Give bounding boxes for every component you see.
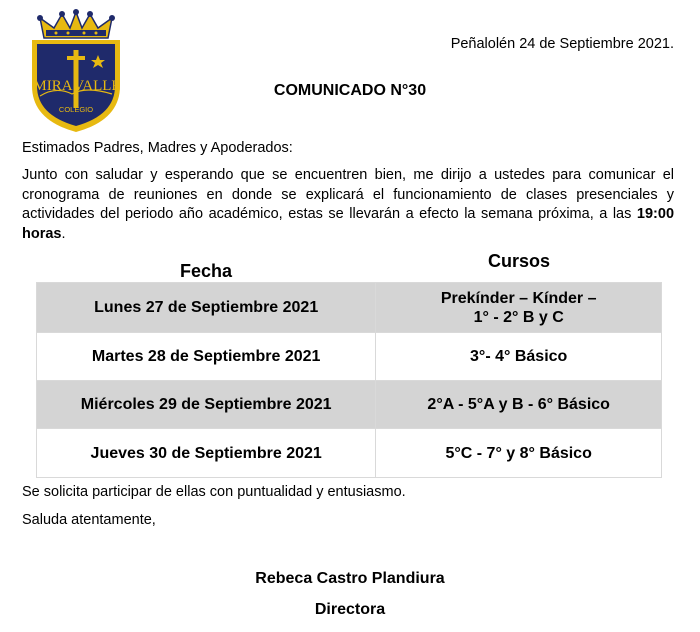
table-header bbox=[36, 248, 662, 282]
table-row bbox=[37, 429, 662, 478]
salutation: Estimados Padres, Madres y Apoderados: bbox=[22, 140, 293, 156]
header-cursos: Cursos bbox=[487, 251, 550, 271]
row-cursos: 3°- 4° Básico bbox=[376, 333, 662, 381]
closing-request: Se solicita participar de ellas con puntualidad y entusiasmo. bbox=[22, 484, 406, 500]
paragraph-text: Junto con saludar y esperando que se encuentren bien, me dirijo a ustedes para comunicar el cronograma de reuniones en donde se explicará el funcionamiento de clases presenciales y actividades del periodo año académico, estas se llevarán a efecto la semana próxima, a las bbox=[22, 167, 674, 222]
logo-name-right: VALLE bbox=[73, 78, 121, 94]
header-fecha: Fecha bbox=[179, 261, 233, 281]
cursos-line-2: 1° - 2° B y C bbox=[473, 308, 564, 326]
school-logo bbox=[26, 8, 126, 134]
logo-name-left: MIRA bbox=[33, 78, 73, 94]
signer-name: Rebeca Castro Plandiura bbox=[255, 570, 445, 587]
logo-subtitle: COLEGIO bbox=[58, 105, 94, 114]
row-fecha: Lunes 27 de Septiembre 2021 bbox=[37, 283, 376, 333]
document-title: COMUNICADO N°30 bbox=[273, 82, 427, 99]
meeting-time: 19:00 horas bbox=[22, 206, 675, 242]
table-row bbox=[37, 333, 662, 381]
schedule-table bbox=[36, 248, 662, 478]
row-cursos: 5°C - 7° y 8° Básico bbox=[376, 429, 662, 478]
table-row bbox=[37, 283, 662, 333]
row-cursos bbox=[376, 283, 662, 333]
row-cursos: 2°A - 5°A y B - 6° Básico bbox=[376, 381, 662, 429]
row-fecha: Jueves 30 de Septiembre 2021 bbox=[37, 429, 376, 478]
row-fecha: Miércoles 29 de Septiembre 2021 bbox=[37, 381, 376, 429]
cursos-line-1: Prekínder – Kínder – bbox=[440, 289, 597, 307]
table-row bbox=[37, 381, 662, 429]
crown-icon bbox=[37, 9, 115, 38]
place-date: Peñalolén 24 de Septiembre 2021. bbox=[450, 36, 674, 52]
closing-farewell: Saluda atentamente, bbox=[22, 512, 156, 528]
row-fecha: Martes 28 de Septiembre 2021 bbox=[37, 333, 376, 381]
body-paragraph bbox=[22, 166, 674, 244]
signer-role: Directora bbox=[314, 601, 386, 618]
paragraph-end: . bbox=[61, 225, 66, 242]
